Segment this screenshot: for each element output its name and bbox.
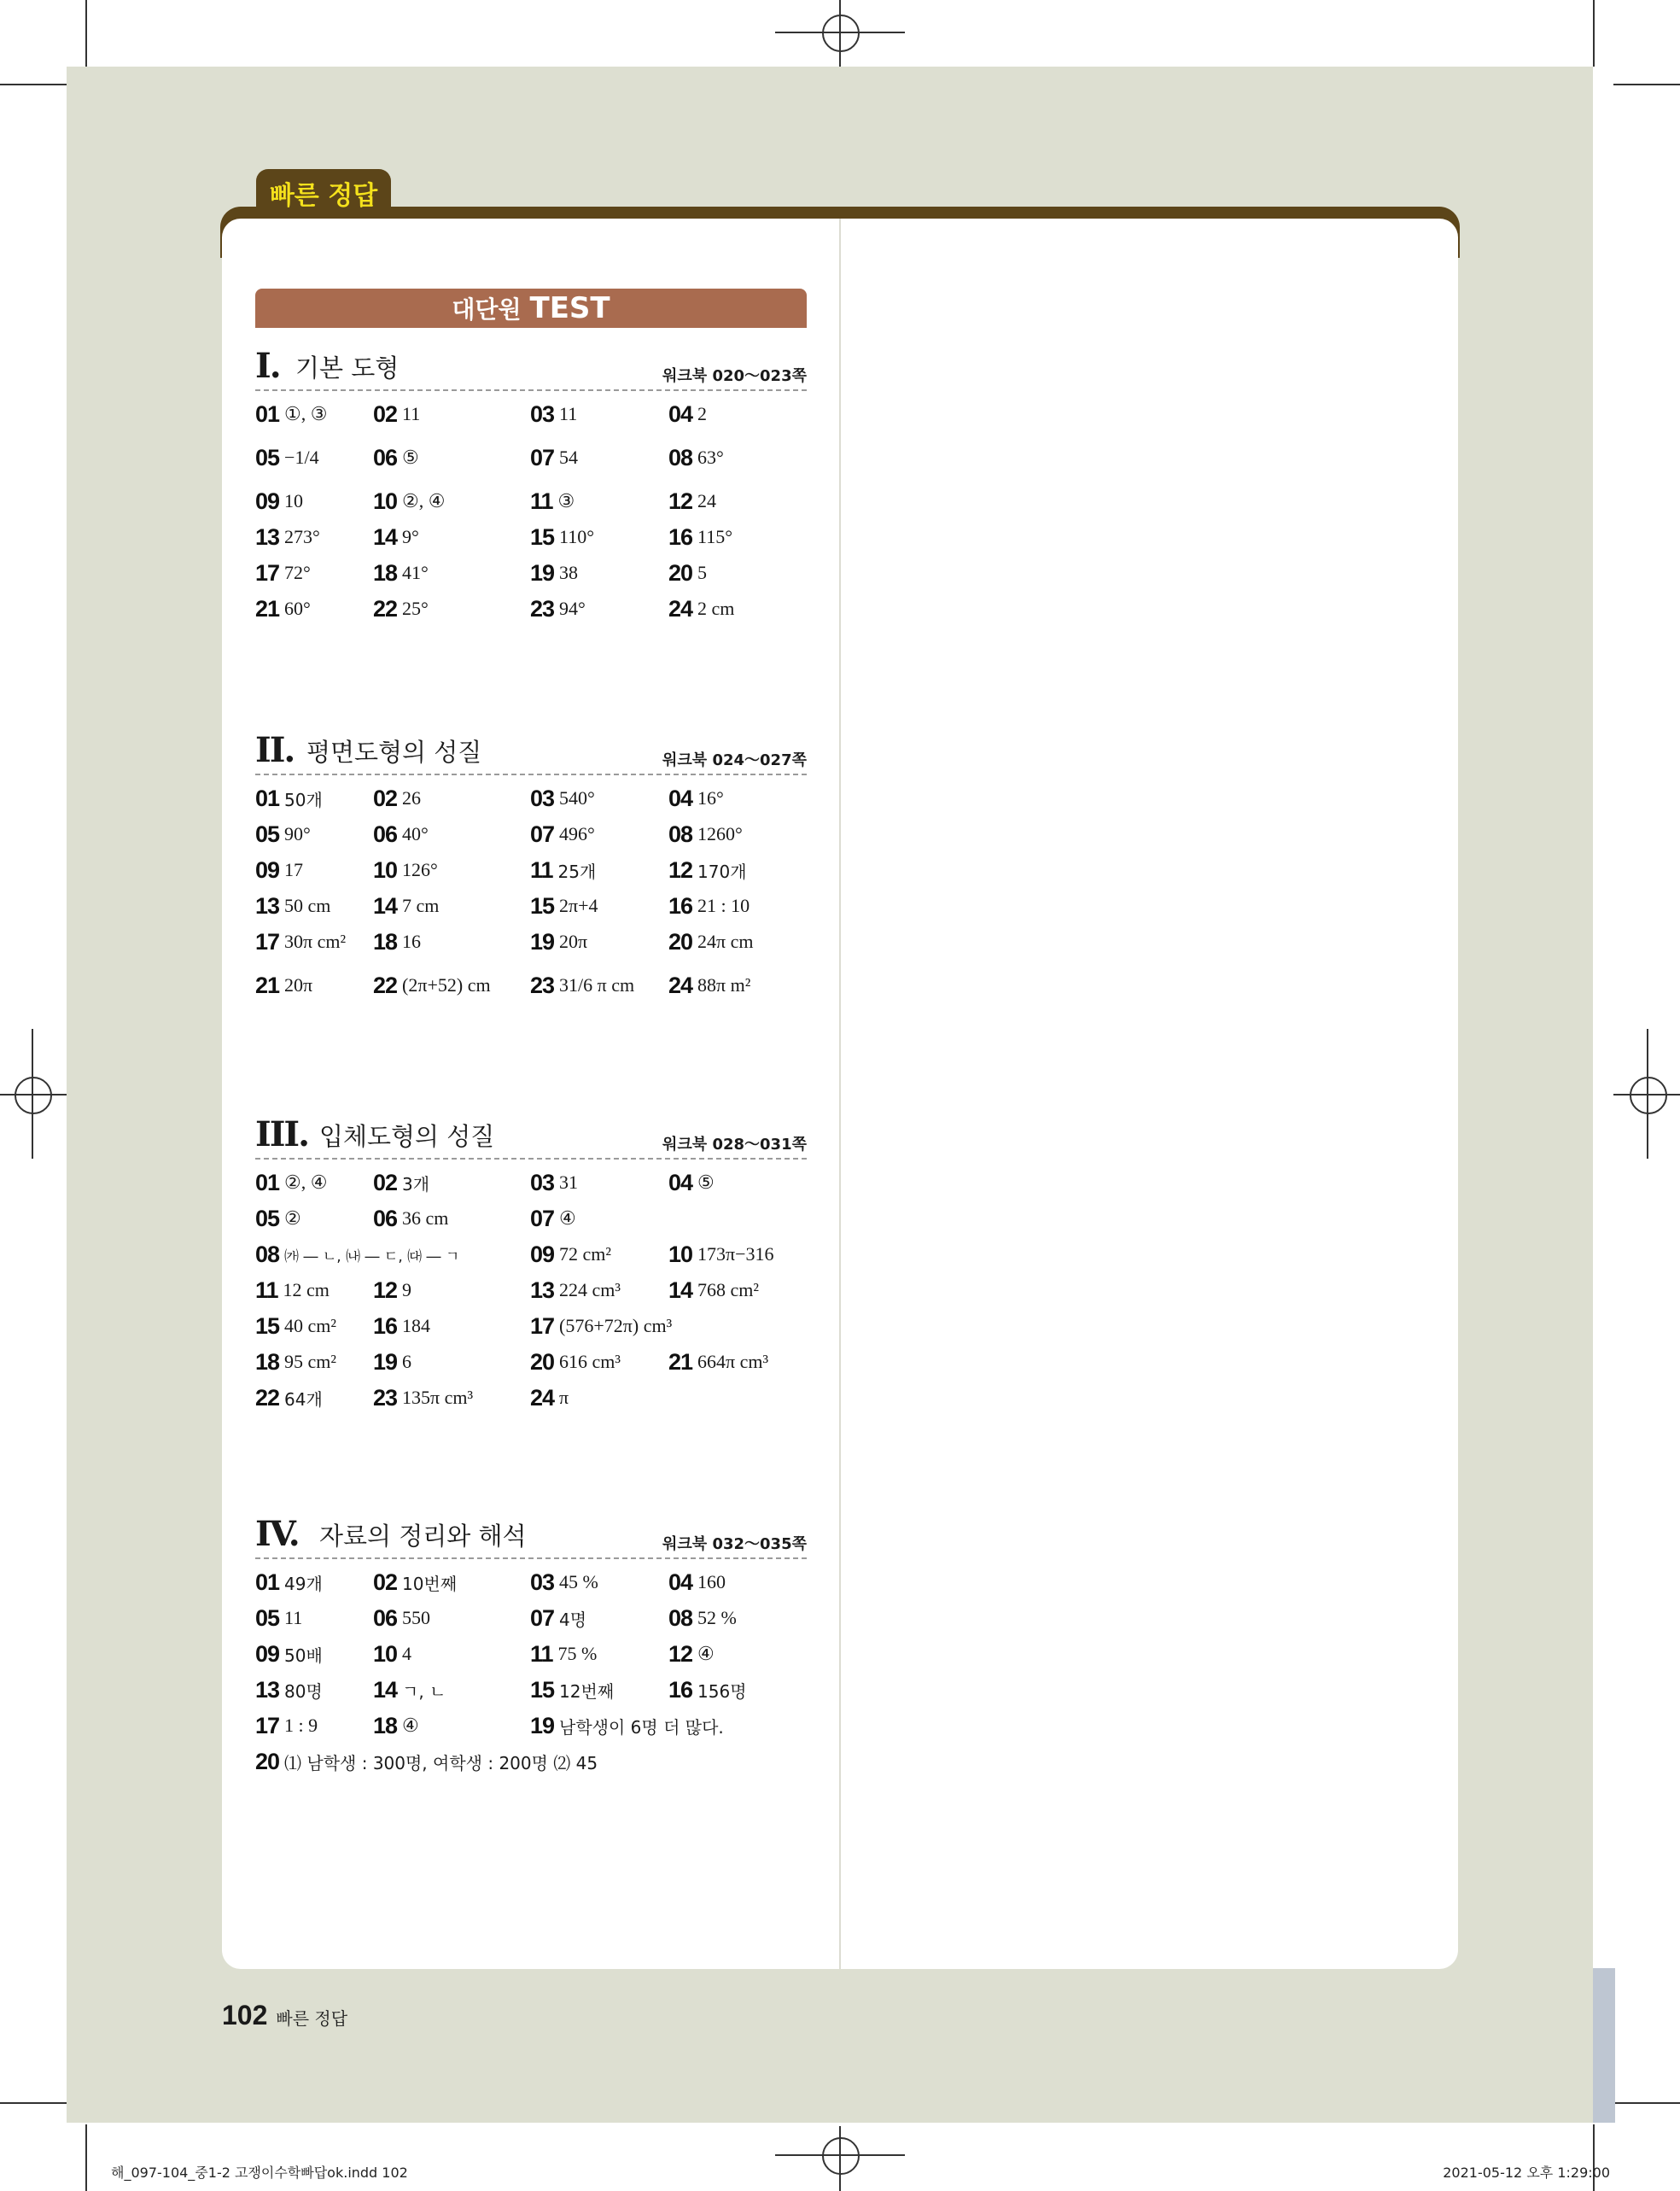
question-number: 23 (373, 1384, 398, 1411)
question-number: 18 (255, 1348, 280, 1375)
answer: 54 (559, 447, 579, 468)
question-number: 16 (668, 523, 693, 550)
question-number: 03 (530, 1569, 555, 1595)
answer: 4 (402, 1643, 412, 1664)
answer-row (255, 1708, 807, 1744)
answer: ①, ③ (284, 403, 328, 424)
question-number: 09 (255, 856, 280, 883)
answer: 126° (402, 859, 438, 880)
answer: 17 (284, 859, 304, 880)
answer: 75 % (557, 1643, 598, 1664)
question-number: 05 (255, 1604, 280, 1631)
answer: 1260° (697, 823, 743, 844)
question-number: 08 (255, 1241, 280, 1267)
answer: 184 (402, 1315, 431, 1336)
answer: 24 (697, 490, 717, 511)
answer: 31 (559, 1171, 579, 1193)
answer-row (255, 1380, 807, 1416)
question-number: 10 (373, 856, 398, 883)
answer: 160 (697, 1571, 726, 1592)
question-number: 07 (530, 1604, 555, 1631)
answer: 10번째 (402, 1573, 458, 1594)
answer: 21 : 10 (697, 895, 750, 916)
question-number: 04 (668, 1569, 693, 1595)
question-number: 06 (373, 1205, 398, 1231)
answer: 50배 (284, 1645, 323, 1666)
question-number: 05 (255, 1205, 280, 1231)
answer-row (255, 432, 807, 483)
answer: 173π−316 (697, 1243, 774, 1265)
answer: 30π cm² (284, 931, 347, 952)
answer: ④ (402, 1715, 419, 1736)
answer-row (255, 1165, 807, 1201)
answer: ② (284, 1207, 301, 1229)
answer: 63° (697, 447, 724, 468)
question-number: 08 (668, 444, 693, 470)
answer-row (255, 1236, 807, 1272)
answer: 540° (559, 787, 595, 809)
question-number: 18 (373, 1712, 398, 1738)
answer: 49개 (284, 1573, 323, 1594)
question-number: 11 (530, 856, 553, 883)
answer: 12 cm (283, 1279, 330, 1300)
banner-prefix: 대단원 (452, 295, 522, 324)
answer-row (255, 1564, 807, 1600)
answer: 26 (402, 787, 422, 809)
question-number: 10 (668, 1241, 693, 1267)
answer: 41° (402, 562, 429, 583)
answer: 2 cm (697, 598, 735, 619)
answer: 135π cm³ (402, 1387, 474, 1408)
question-number: 13 (255, 523, 280, 550)
banner-test: TEST (529, 291, 610, 325)
answer: (2π+52) cm (402, 974, 491, 996)
question-number: 15 (530, 523, 555, 550)
answer: 25개 (557, 861, 597, 882)
section-title: 자료의 정리와 해석 (319, 1522, 527, 1551)
answer: 9° (402, 526, 419, 547)
answer-row (255, 1672, 807, 1708)
section-title: 입체도형의 성질 (319, 1122, 495, 1151)
answer-row (255, 1636, 807, 1672)
answer-row (255, 519, 807, 555)
answer-row (255, 483, 807, 519)
section-3 (255, 1114, 807, 1416)
question-number: 14 (668, 1277, 693, 1303)
answer: 50개 (284, 789, 323, 810)
answer: 40 cm² (284, 1315, 337, 1336)
answer-row (255, 396, 807, 432)
question-number: 19 (530, 1712, 555, 1738)
answer: 170개 (697, 861, 747, 882)
answer: 6 (402, 1351, 412, 1372)
question-number: 11 (255, 1277, 278, 1303)
question-number: 07 (530, 821, 555, 847)
answer-row (255, 555, 807, 591)
answer: 110° (559, 526, 595, 547)
question-number: 09 (255, 1640, 280, 1667)
section-title: 기본 도형 (295, 353, 400, 383)
question-number: 19 (530, 928, 555, 955)
answer-row (255, 816, 807, 852)
question-number: 14 (373, 892, 398, 919)
question-number: 01 (255, 400, 280, 427)
question-number: 12 (373, 1277, 398, 1303)
question-number: 12 (668, 488, 693, 514)
question-number: 23 (530, 972, 555, 998)
answer: 664π cm³ (697, 1351, 769, 1372)
unit-test-banner (255, 289, 807, 328)
question-number: 06 (373, 1604, 398, 1631)
question-number: 15 (255, 1312, 280, 1339)
question-number: 24 (668, 972, 693, 998)
question-number: 04 (668, 400, 693, 427)
question-number: 22 (373, 595, 398, 622)
answer-row (255, 924, 807, 960)
answer-row (255, 1600, 807, 1636)
question-number: 12 (668, 856, 693, 883)
question-number: 20 (255, 1748, 280, 1774)
answer-row (255, 960, 807, 1011)
question-number: 10 (373, 488, 398, 514)
workbook-ref: 워크북 028～031쪽 (662, 1136, 807, 1154)
answer: 72° (284, 562, 311, 583)
question-number: 05 (255, 821, 280, 847)
answer: 1 : 9 (284, 1715, 318, 1736)
question-number: 18 (373, 559, 398, 586)
question-number: 13 (530, 1277, 555, 1303)
question-number: 20 (530, 1348, 555, 1375)
question-number: 24 (530, 1384, 555, 1411)
question-number: 19 (530, 559, 555, 586)
answer: 64개 (284, 1388, 323, 1410)
answer: 4명 (559, 1609, 587, 1630)
question-number: 08 (668, 821, 693, 847)
quick-answer-tab: 빠른 정답 (256, 169, 391, 217)
question-number: 23 (530, 595, 555, 622)
answer: ⑴ 남학생 : 300명, 여학생 : 200명 ⑵ 45 (284, 1752, 598, 1773)
answer: 616 cm³ (559, 1351, 621, 1372)
question-number: 16 (668, 892, 693, 919)
answer-row (255, 1344, 807, 1380)
question-number: 24 (668, 595, 693, 622)
answer: 25° (402, 598, 429, 619)
answer: 52 % (697, 1607, 737, 1628)
question-number: 11 (530, 1640, 553, 1667)
answer-row (255, 780, 807, 816)
question-number: 11 (530, 488, 553, 514)
answer: 88π m² (697, 974, 751, 996)
section-header (255, 1514, 807, 1559)
answer-row (255, 852, 807, 888)
question-number: 04 (668, 1169, 693, 1195)
question-number: 21 (255, 595, 280, 622)
question-number: 16 (668, 1676, 693, 1703)
question-number: 14 (373, 1676, 398, 1703)
answer: 2 (697, 403, 708, 424)
question-number: 17 (255, 559, 280, 586)
answer: 7 cm (402, 895, 440, 916)
answer: 5 (697, 562, 708, 583)
question-number: 13 (255, 892, 280, 919)
question-number: 02 (373, 785, 398, 811)
answer: 45 % (559, 1571, 598, 1592)
page-footer (222, 2000, 347, 2031)
answer: 9 (402, 1279, 412, 1300)
answer: 273° (284, 526, 320, 547)
side-index-tab (1593, 1968, 1615, 2123)
question-number: 02 (373, 1569, 398, 1595)
answer: 60° (284, 598, 311, 619)
answer: ㄱ, ㄴ (402, 1680, 446, 1702)
question-number: 03 (530, 400, 555, 427)
answer: (576+72π) cm³ (559, 1315, 673, 1336)
question-number: 17 (530, 1312, 555, 1339)
question-number: 06 (373, 821, 398, 847)
question-number: 01 (255, 785, 280, 811)
question-number: 20 (668, 928, 693, 955)
question-number: 12 (668, 1640, 693, 1667)
section-roman: II. (255, 730, 295, 770)
answer: 80명 (284, 1680, 323, 1702)
question-number: 15 (530, 892, 555, 919)
question-number: 16 (373, 1312, 398, 1339)
answer: ⑤ (697, 1171, 715, 1193)
answer: 50 cm (284, 895, 331, 916)
question-number: 03 (530, 785, 555, 811)
answer: 72 cm² (559, 1243, 612, 1265)
answer: −1/4 (284, 447, 319, 468)
answer: 20π (559, 931, 588, 952)
answer: 224 cm³ (559, 1279, 621, 1300)
question-number: 05 (255, 444, 280, 470)
question-number: 08 (668, 1604, 693, 1631)
question-number: 10 (373, 1640, 398, 1667)
section-title: 평면도형의 성질 (306, 738, 482, 767)
question-number: 03 (530, 1169, 555, 1195)
answer: 40° (402, 823, 429, 844)
answer: 16 (402, 931, 422, 952)
question-number: 09 (255, 488, 280, 514)
question-number: 17 (255, 928, 280, 955)
section-header (255, 1114, 807, 1160)
answer: 156명 (697, 1680, 747, 1702)
answer: 남학생이 6명 더 많다. (559, 1716, 724, 1738)
answer: ④ (697, 1643, 715, 1664)
workbook-ref: 워크북 024～027쪽 (662, 751, 807, 769)
workbook-ref: 워크북 020～023쪽 (662, 367, 807, 385)
answer: 550 (402, 1607, 431, 1628)
question-number: 21 (668, 1348, 693, 1375)
answer: 38 (559, 562, 579, 583)
question-number: 04 (668, 785, 693, 811)
section-header (255, 346, 807, 391)
section-4 (255, 1514, 807, 1779)
question-number: 20 (668, 559, 693, 586)
answer: 16° (697, 787, 724, 809)
question-number: 15 (530, 1676, 555, 1703)
workbook-ref: 워크북 032～035쪽 (662, 1535, 807, 1553)
answer: 115° (697, 526, 733, 547)
answer-row (255, 1272, 807, 1308)
print-slug-timestamp: 2021-05-12 오후 1:29:00 (1443, 2165, 1610, 2181)
answer-row (255, 888, 807, 924)
print-slug-filename: 해_097-104_중1-2 고쟁이수학빠답ok.indd 102 (111, 2165, 408, 2181)
answer: 90° (284, 823, 311, 844)
answer: 31/6 π cm (559, 974, 635, 996)
answer-row (255, 1201, 807, 1236)
question-number: 07 (530, 1205, 555, 1231)
question-number: 01 (255, 1569, 280, 1595)
answer: ③ (557, 490, 575, 511)
answer: 11 (402, 403, 421, 424)
answer: ④ (559, 1207, 576, 1229)
question-number: 13 (255, 1676, 280, 1703)
question-number: 02 (373, 400, 398, 427)
section-2 (255, 730, 807, 1011)
question-number: 09 (530, 1241, 555, 1267)
section-1 (255, 346, 807, 627)
answer: ②, ④ (402, 490, 446, 511)
question-number: 21 (255, 972, 280, 998)
question-number: 01 (255, 1169, 280, 1195)
answer: 10 (284, 490, 304, 511)
answer: π (559, 1387, 569, 1408)
question-number: 07 (530, 444, 555, 470)
answer: 11 (559, 403, 578, 424)
answer: ⑤ (402, 447, 419, 468)
question-number: 22 (373, 972, 398, 998)
answer: 496° (559, 823, 595, 844)
section-roman: I. (255, 346, 280, 386)
answer: 20π (284, 974, 313, 996)
answer: 12번째 (559, 1680, 615, 1702)
section-roman: III. (255, 1114, 309, 1154)
question-number: 18 (373, 928, 398, 955)
section-roman: IV. (255, 1514, 299, 1554)
column-divider (839, 219, 841, 1969)
section-header (255, 730, 807, 775)
answer-row (255, 1308, 807, 1344)
question-number: 06 (373, 444, 398, 470)
answer: 3개 (402, 1173, 430, 1195)
page-label: 빠른 정답 (276, 2008, 348, 2029)
question-number: 02 (373, 1169, 398, 1195)
answer-row (255, 591, 807, 627)
answer: ㈎ ― ㄴ, ㈏ ― ㄷ, ㈐ ― ㄱ (284, 1247, 460, 1265)
answer: 2π+4 (559, 895, 598, 916)
answer-row (255, 1744, 807, 1779)
answer: 11 (284, 1607, 303, 1628)
page-number: 102 (222, 2000, 268, 2030)
answer: 95 cm² (284, 1351, 337, 1372)
answer: 24π cm (697, 931, 754, 952)
question-number: 17 (255, 1712, 280, 1738)
question-number: 19 (373, 1348, 398, 1375)
answer: 94° (559, 598, 586, 619)
question-number: 22 (255, 1384, 280, 1411)
answer: 36 cm (402, 1207, 449, 1229)
question-number: 14 (373, 523, 398, 550)
answer: 768 cm² (697, 1279, 760, 1300)
answer: ②, ④ (284, 1171, 328, 1193)
